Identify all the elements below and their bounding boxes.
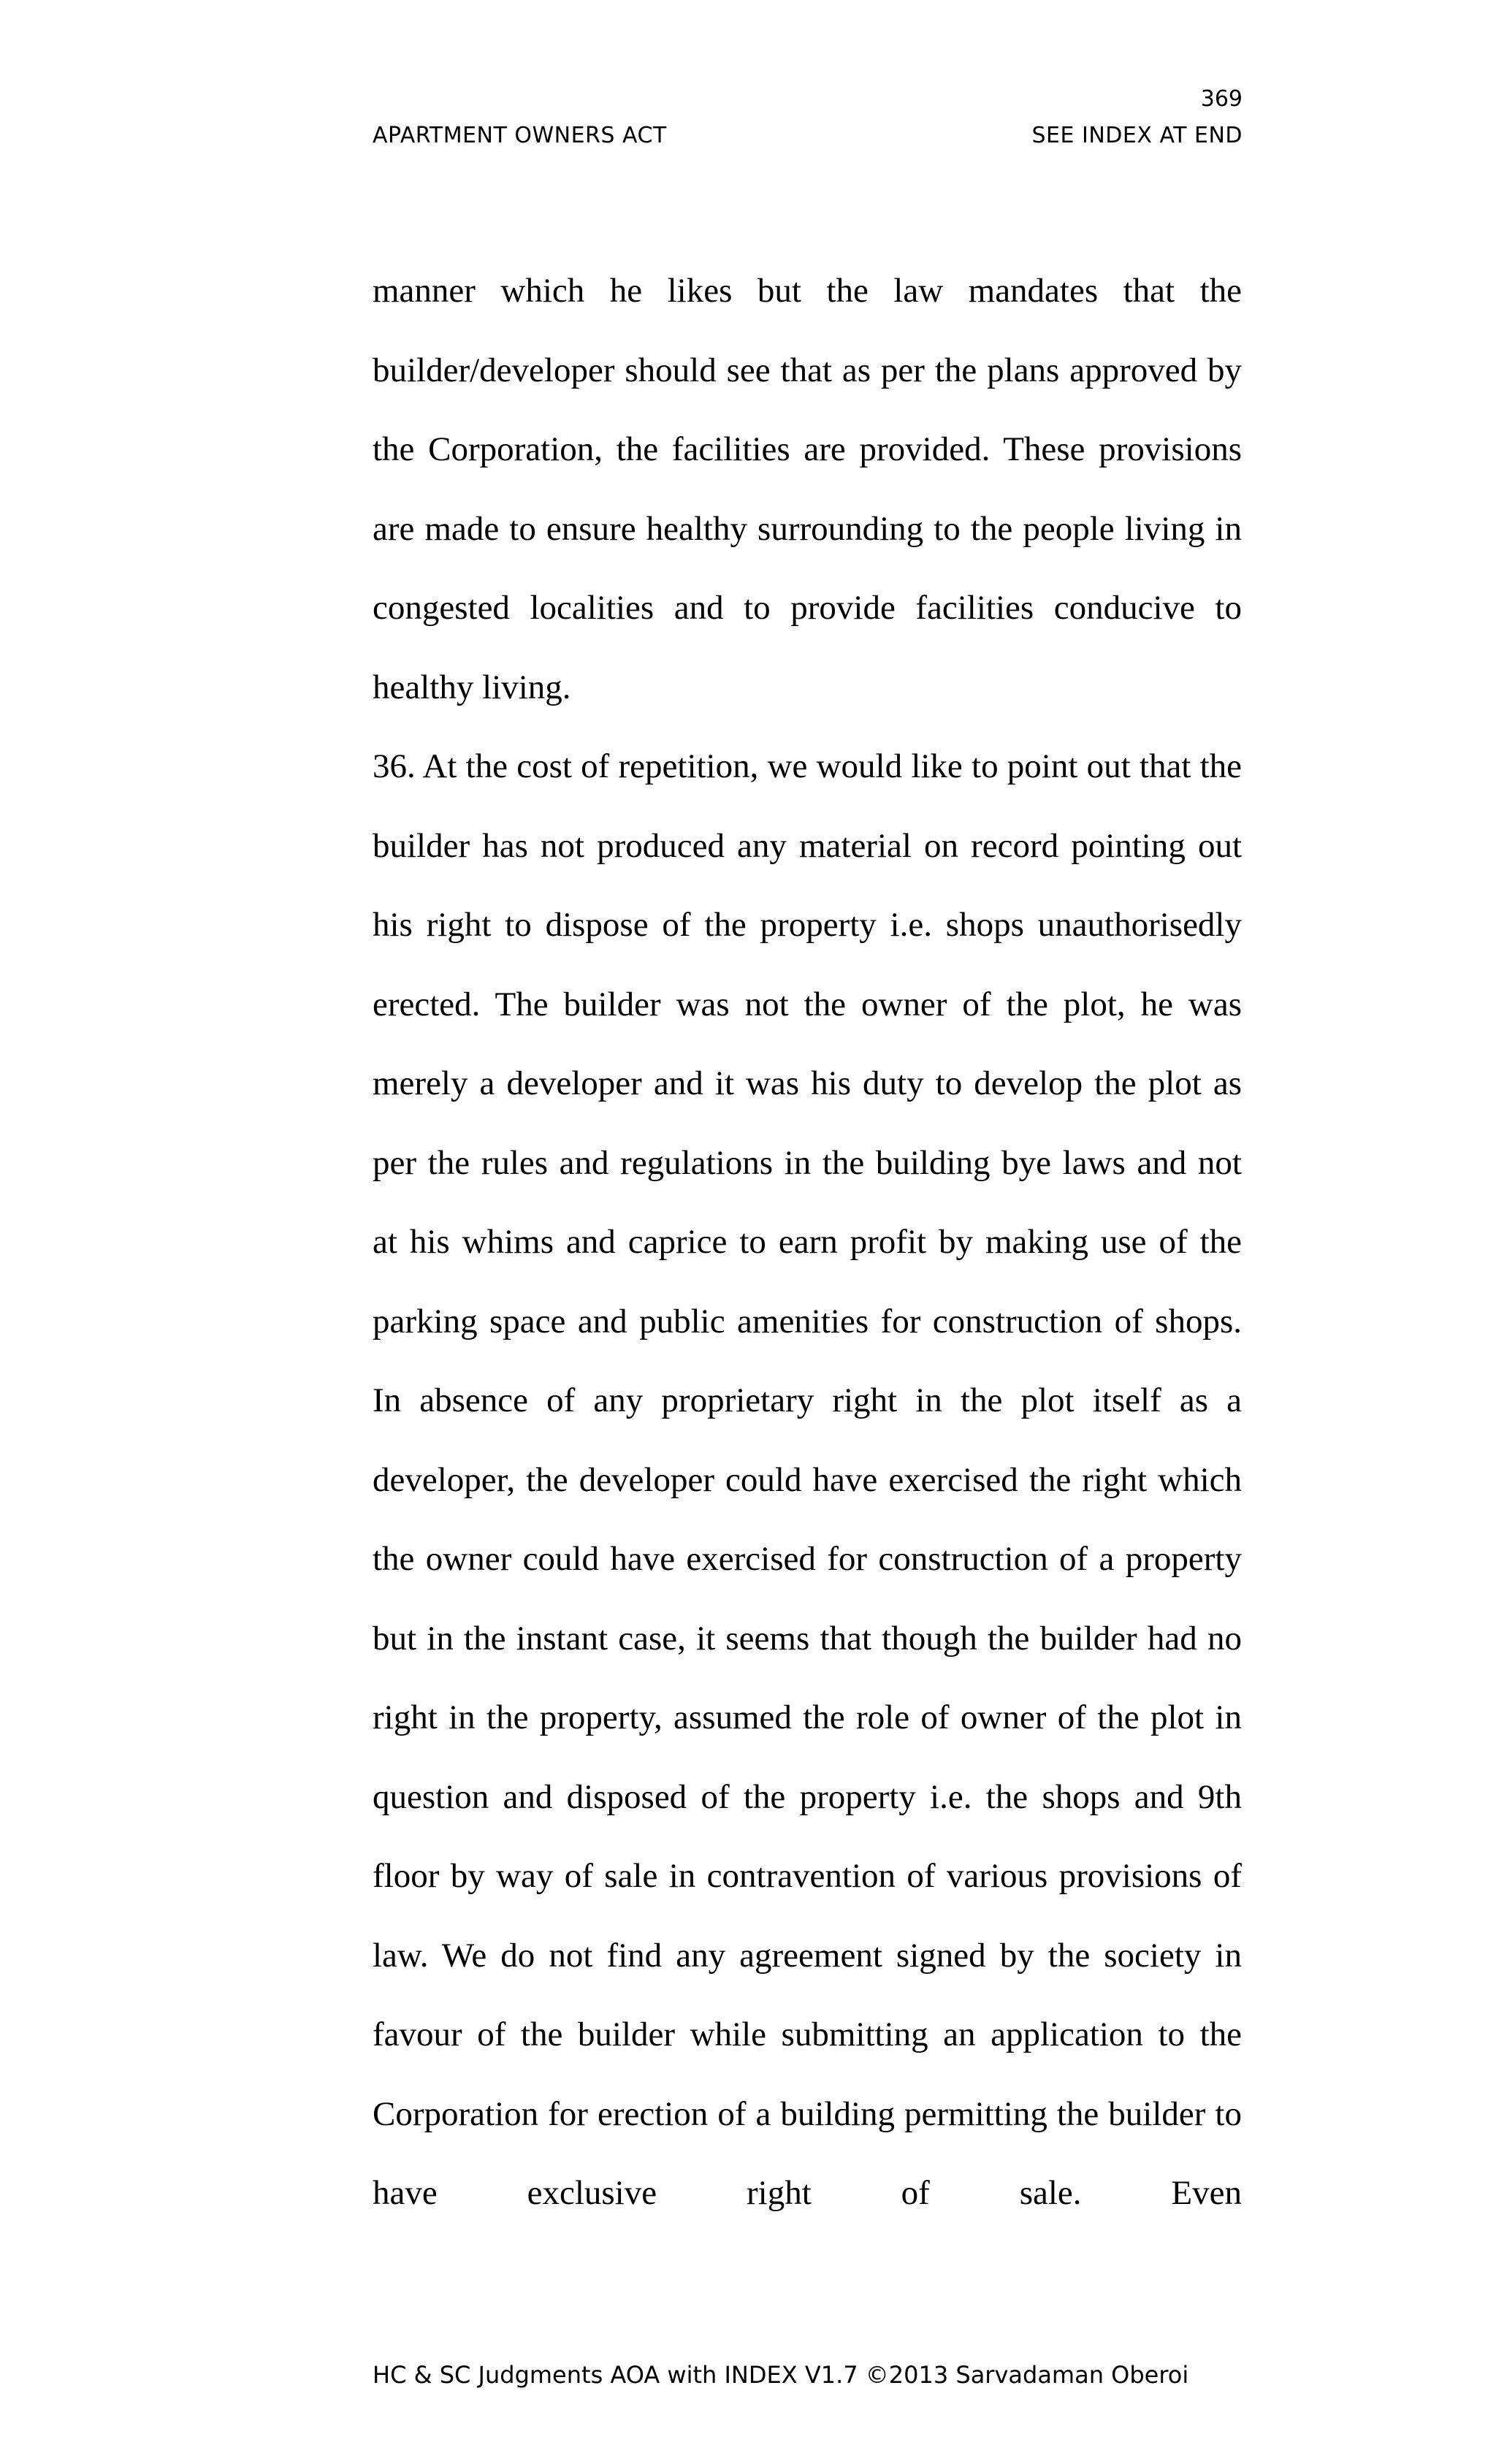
page-number: 369 — [1200, 86, 1243, 112]
paragraph-36: 36. At the cost of repetition, we would like to point out that the builder has not produced any material on record pointing out his right to dispose of the property i.e. shops unauthorisedly erected. The builder was not the owner of the plot, he was merely a developer and it was his duty to develop the plot as per the rules and regulations in the building bye laws and not at his whims and caprice to earn profit by making use of the parking space and public amenities for construction of shops. In absence of any proprietary right in the plot itself as a developer, the developer could have exercised the right which the owner could have exercised for construction of a property but in the instant case, it seems that though the builder had no right in the property, assumed the role of owner of the plot in question and disposed of the property i.e. the shops and 9th floor by way of sale in contravention of various provisions of law. We do not find any agreement signed by the society in favour of the builder while submitting an application to the Corporation for erection of a building permitting the builder to have exclusive right of sale. Even — [373, 747, 1242, 2212]
running-header-title: APARTMENT OWNERS ACT — [373, 123, 667, 148]
body-text — [373, 251, 1242, 2233]
paragraph-continuation: manner which he likes but the law mandates that the builder/developer should see that as per the plans approved by the Corporation, the facilities are provided. These provisions are made to ensure healthy surrounding to the people living in congested localities and to provide facilities conducive to healthy living. — [373, 272, 1242, 706]
running-header-index-note: SEE INDEX AT END — [1031, 123, 1243, 148]
page-footer: HC & SC Judgments AOA with INDEX V1.7 ©2013 Sarvadaman Oberoi — [373, 2361, 1189, 2389]
